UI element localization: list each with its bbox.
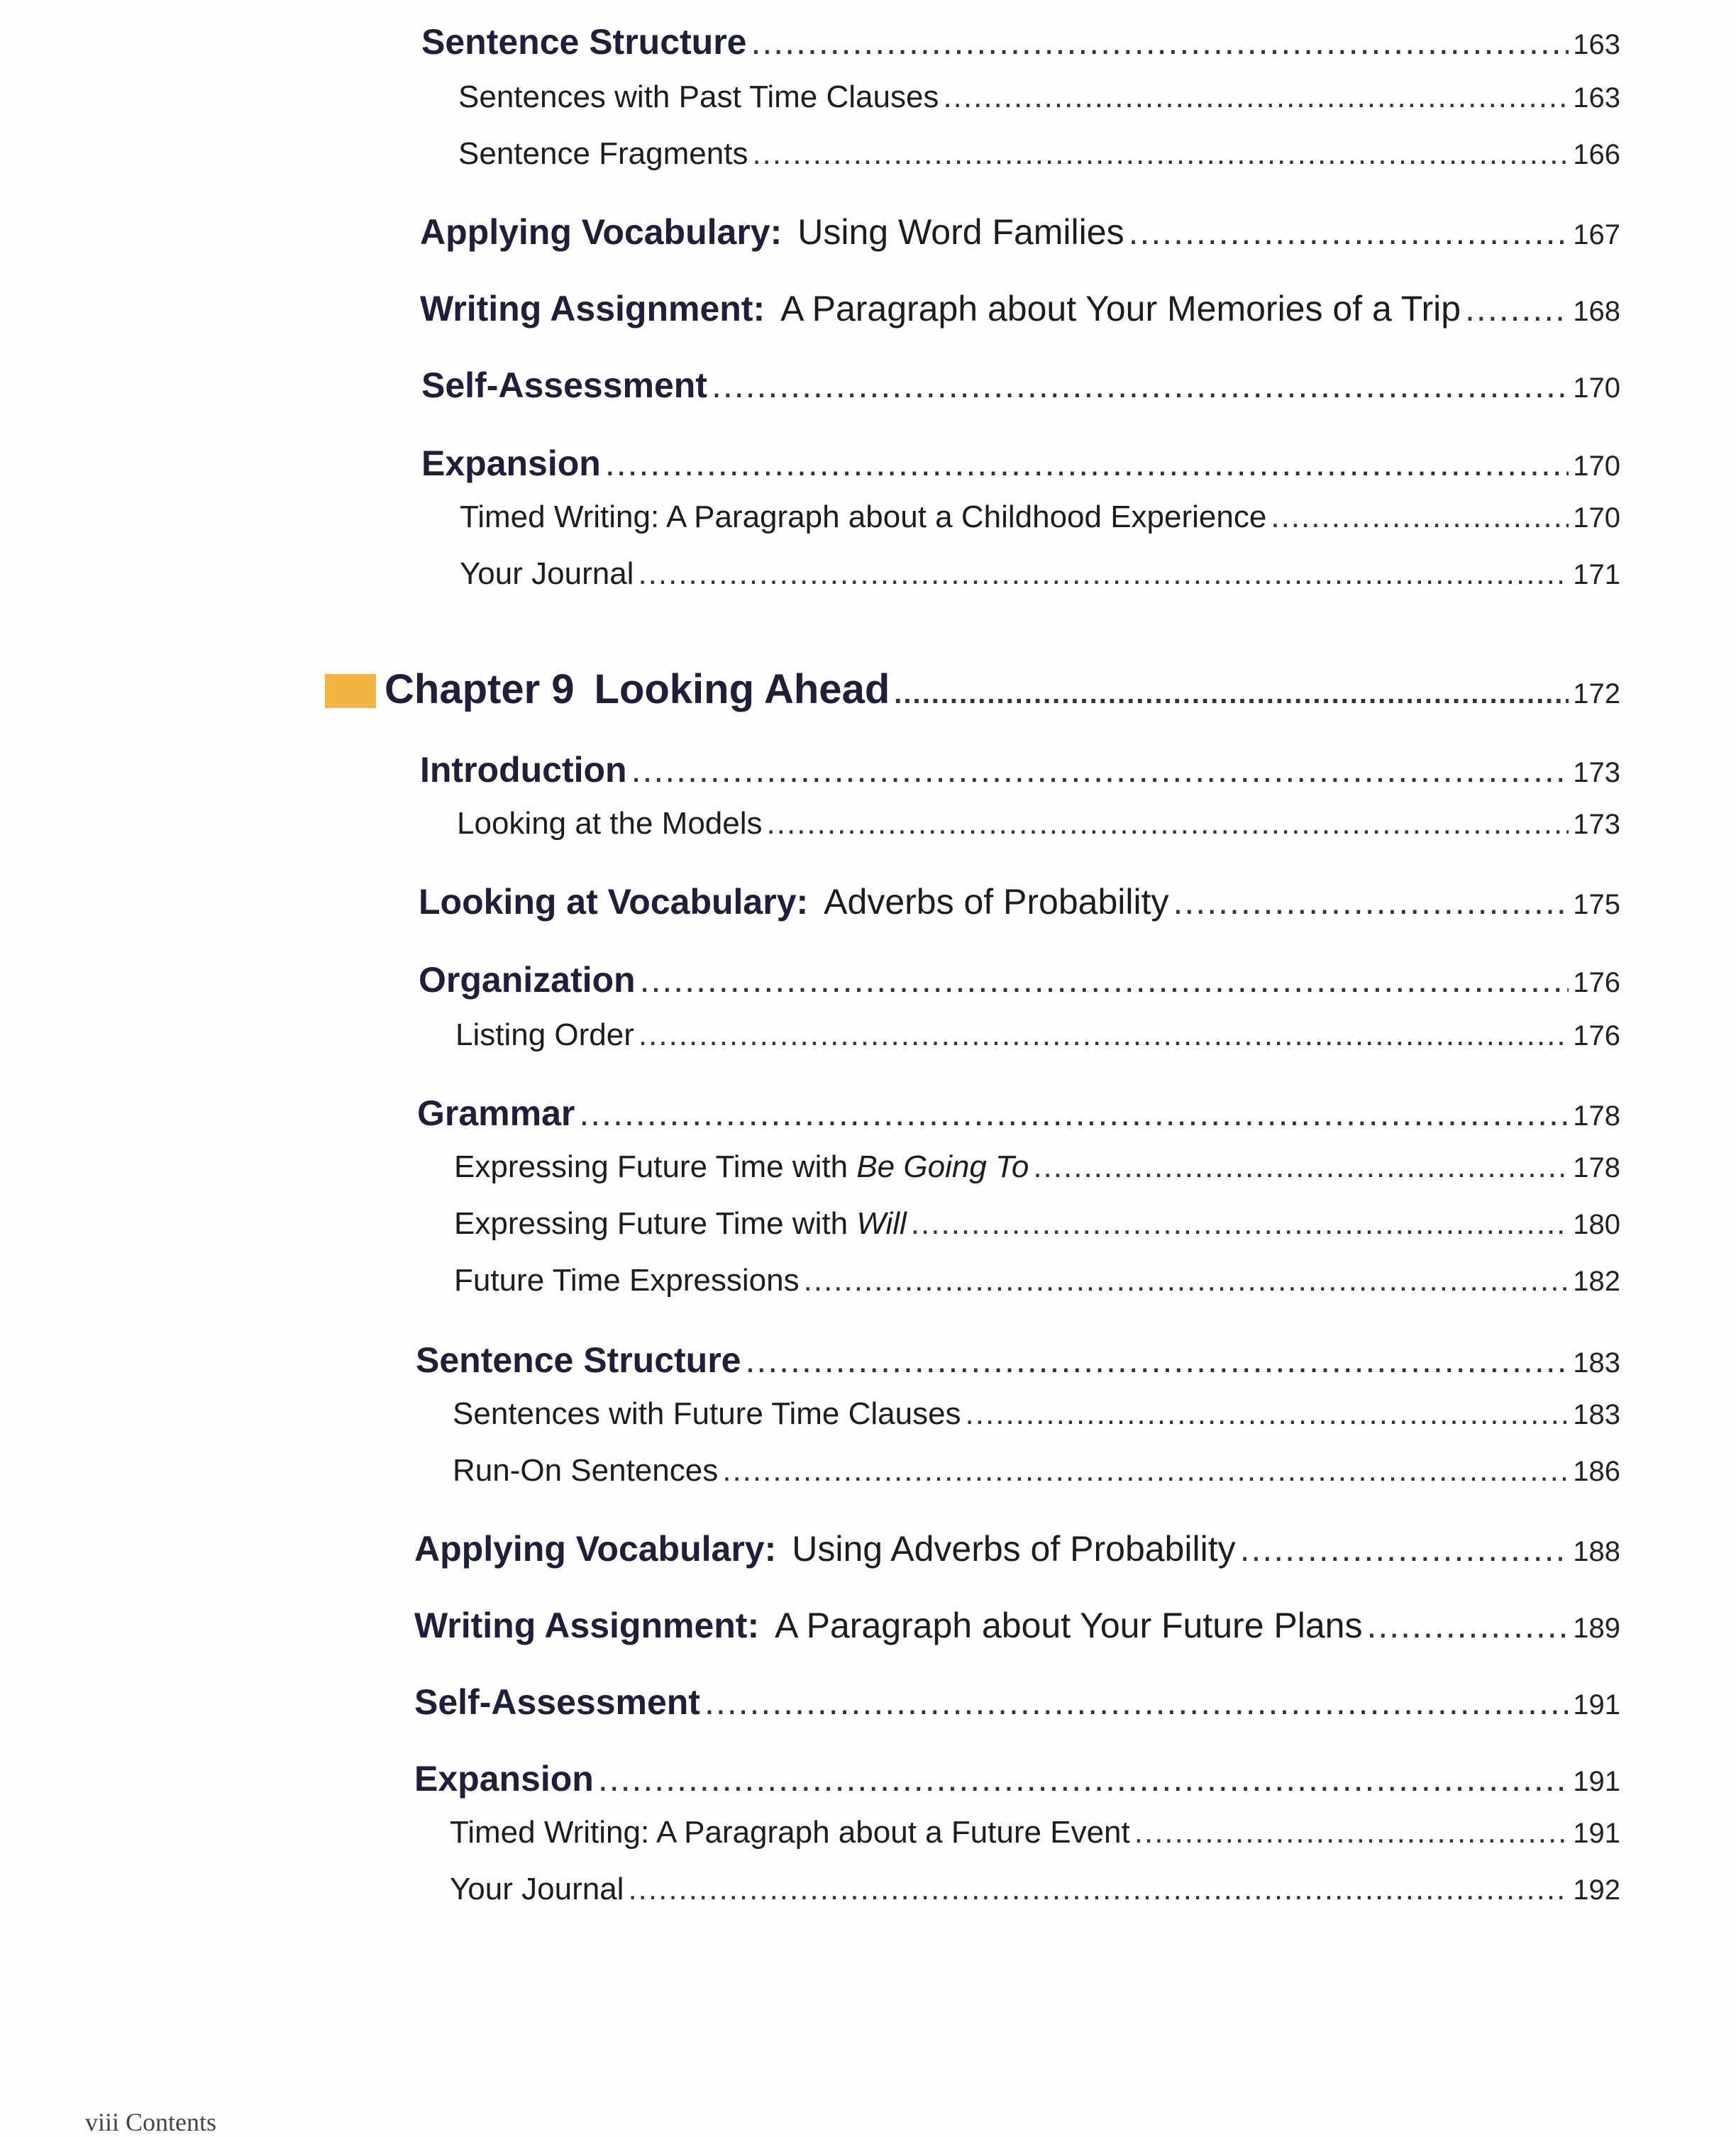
page-number: 183 [1573,1347,1620,1379]
toc-subentry-text: Future Time Expressions [454,1263,800,1298]
page-number: 163 [1573,82,1620,114]
toc-subentry-future-time-clauses [453,1396,1620,1432]
toc-subentry-text-plain: Expressing Future Time with [454,1206,848,1241]
dot-leader [1271,499,1569,535]
page-number: 175 [1573,889,1620,920]
page-number: 183 [1573,1399,1620,1430]
dot-leader [751,21,1569,62]
dot-leader [911,1206,1569,1242]
toc-subentry-text: Listing Order [455,1017,634,1052]
dot-leader [752,136,1569,172]
dot-leader [1134,1815,1569,1850]
toc-subentry-your-journal [460,556,1620,592]
toc-entry-applying-vocabulary-2 [414,1528,1620,1569]
page-number: 167 [1573,219,1620,250]
toc-heading: Applying Vocabulary: [420,212,783,252]
dot-leader [628,1872,1569,1907]
dot-leader [598,1758,1569,1799]
toc-entry-expansion [421,443,1620,484]
page-number: 163 [1573,29,1620,60]
page-footer: viii Contents [85,2108,217,2136]
dot-leader [745,1340,1569,1381]
toc-subentry-text: Looking at the Models [457,806,763,841]
page-number: 170 [1573,502,1620,534]
page-number: 192 [1573,1874,1620,1906]
toc-entry-applying-vocabulary [420,211,1620,253]
toc-heading: Self-Assessment [414,1682,700,1722]
page-number: 178 [1573,1100,1620,1132]
toc-subentry-text [454,1206,907,1242]
page-number: 176 [1573,967,1620,998]
dot-leader [1366,1605,1569,1646]
toc-subentry-text: Your Journal [460,556,634,591]
dot-leader [579,1093,1569,1134]
dot-leader [1240,1528,1569,1569]
page-number: 170 [1573,451,1620,482]
page-number: 191 [1573,1766,1620,1797]
toc-entry-organization [419,959,1620,1000]
toc-heading-subtitle: Using Adverbs of Probability [792,1529,1236,1569]
dot-leader [722,1453,1569,1489]
dot-leader [804,1263,1569,1298]
toc-subentry-text: Sentence Fragments [458,136,748,171]
chapter-number: Chapter 9 [385,666,575,712]
toc-entry-writing-assignment [420,288,1620,329]
toc-subentry-text [454,1149,1029,1185]
toc-entry-self-assessment [421,365,1620,406]
toc-subentry-listing-order [455,1017,1620,1053]
toc-entry-sentence-structure-2 [416,1340,1620,1381]
toc-entry-expansion-2 [414,1758,1620,1799]
toc-chapter-9 [385,666,1620,713]
toc-heading: Sentence Structure [421,22,747,62]
toc-entry-self-assessment-2 [414,1682,1620,1723]
page-number: 173 [1573,757,1620,788]
toc-heading-subtitle: A Paragraph about Your Memories of a Trip [780,289,1461,328]
page-number: 166 [1573,139,1620,170]
dot-leader [631,749,1569,790]
toc-heading: Looking at Vocabulary: [419,882,809,922]
toc-heading-subtitle: A Paragraph about Your Future Plans [775,1606,1363,1645]
toc-heading: Expansion [414,1759,594,1799]
toc-entry-looking-at-vocabulary [419,881,1620,922]
toc-subentry-text: Sentences with Past Time Clauses [458,79,939,114]
toc-heading: Writing Assignment: [414,1606,760,1645]
page-number: 173 [1573,809,1620,840]
dot-leader [966,1396,1569,1432]
toc-subentry-sentence-fragments [458,136,1620,172]
toc-entry-grammar [417,1093,1620,1134]
page-number: 170 [1573,372,1620,404]
toc-subentry-text-italic: Will [856,1206,907,1241]
dot-leader [704,1682,1569,1723]
toc-heading: Organization [419,960,636,1000]
dot-leader [638,556,1569,592]
toc-heading-subtitle: Adverbs of Probability [824,882,1169,922]
toc-subentry-timed-writing [460,499,1620,535]
page-number: 188 [1573,1536,1620,1567]
page-number: 172 [1573,678,1620,709]
dot-leader [1033,1149,1569,1185]
toc-subentry-future-time-expressions [454,1263,1620,1298]
toc-entry-writing-assignment-2 [414,1605,1620,1646]
dot-leader [1129,211,1569,253]
toc-subentry-text: Run-On Sentences [453,1453,719,1488]
toc-heading: Sentence Structure [416,1340,741,1380]
toc-subentry-text: Sentences with Future Time Clauses [453,1396,961,1431]
toc-heading: Writing Assignment: [420,289,765,328]
dot-leader [605,443,1569,484]
toc-heading: Expansion [421,443,601,483]
toc-heading: Introduction [420,750,627,790]
page-number: 180 [1573,1209,1620,1240]
dot-leader [767,806,1569,841]
dot-leader [638,1017,1569,1053]
toc-subentry-text: Timed Writing: A Paragraph about a Future Event [450,1815,1130,1850]
toc-subentry-past-time-clauses [458,79,1620,115]
page-number: 191 [1573,1689,1620,1721]
toc-subentry-be-going-to [454,1149,1620,1185]
dot-leader [712,365,1569,406]
toc-subentry-text: Your Journal [450,1872,624,1906]
page-number: 191 [1573,1818,1620,1849]
toc-subentry-text-italic: Be Going To [856,1149,1029,1184]
toc-subentry-run-on-sentences [453,1453,1620,1489]
chapter-title: Looking Ahead [594,666,890,712]
toc-entry-introduction [420,749,1620,790]
toc-subentry-looking-at-models [457,806,1620,841]
page-number: 178 [1573,1152,1620,1183]
toc-heading-subtitle: Using Word Families [797,212,1124,252]
toc-subentry-text: Timed Writing: A Paragraph about a Childhood Experience [460,499,1267,534]
toc-heading: Applying Vocabulary: [414,1529,777,1569]
page-number: 189 [1573,1613,1620,1644]
toc-subentry-text-plain: Expressing Future Time with [454,1149,848,1184]
page-number: 171 [1573,559,1620,590]
page-number: 176 [1573,1020,1620,1051]
toc-subentry-timed-writing-2 [450,1815,1620,1850]
dot-leader [1465,288,1569,329]
toc-heading: Grammar [417,1093,575,1133]
dot-leader [943,79,1569,115]
dot-leader [1173,881,1569,922]
toc-entry-sentence-structure [421,21,1620,62]
page-number: 182 [1573,1266,1620,1297]
chapter-marker [325,674,376,708]
toc-subentry-your-journal-2 [450,1872,1620,1907]
dot-leader [894,678,1569,710]
dot-leader [640,959,1569,1000]
page-number: 186 [1573,1456,1620,1487]
toc-heading: Self-Assessment [421,365,707,405]
toc-subentry-will [454,1206,1620,1242]
page-number: 168 [1573,296,1620,327]
